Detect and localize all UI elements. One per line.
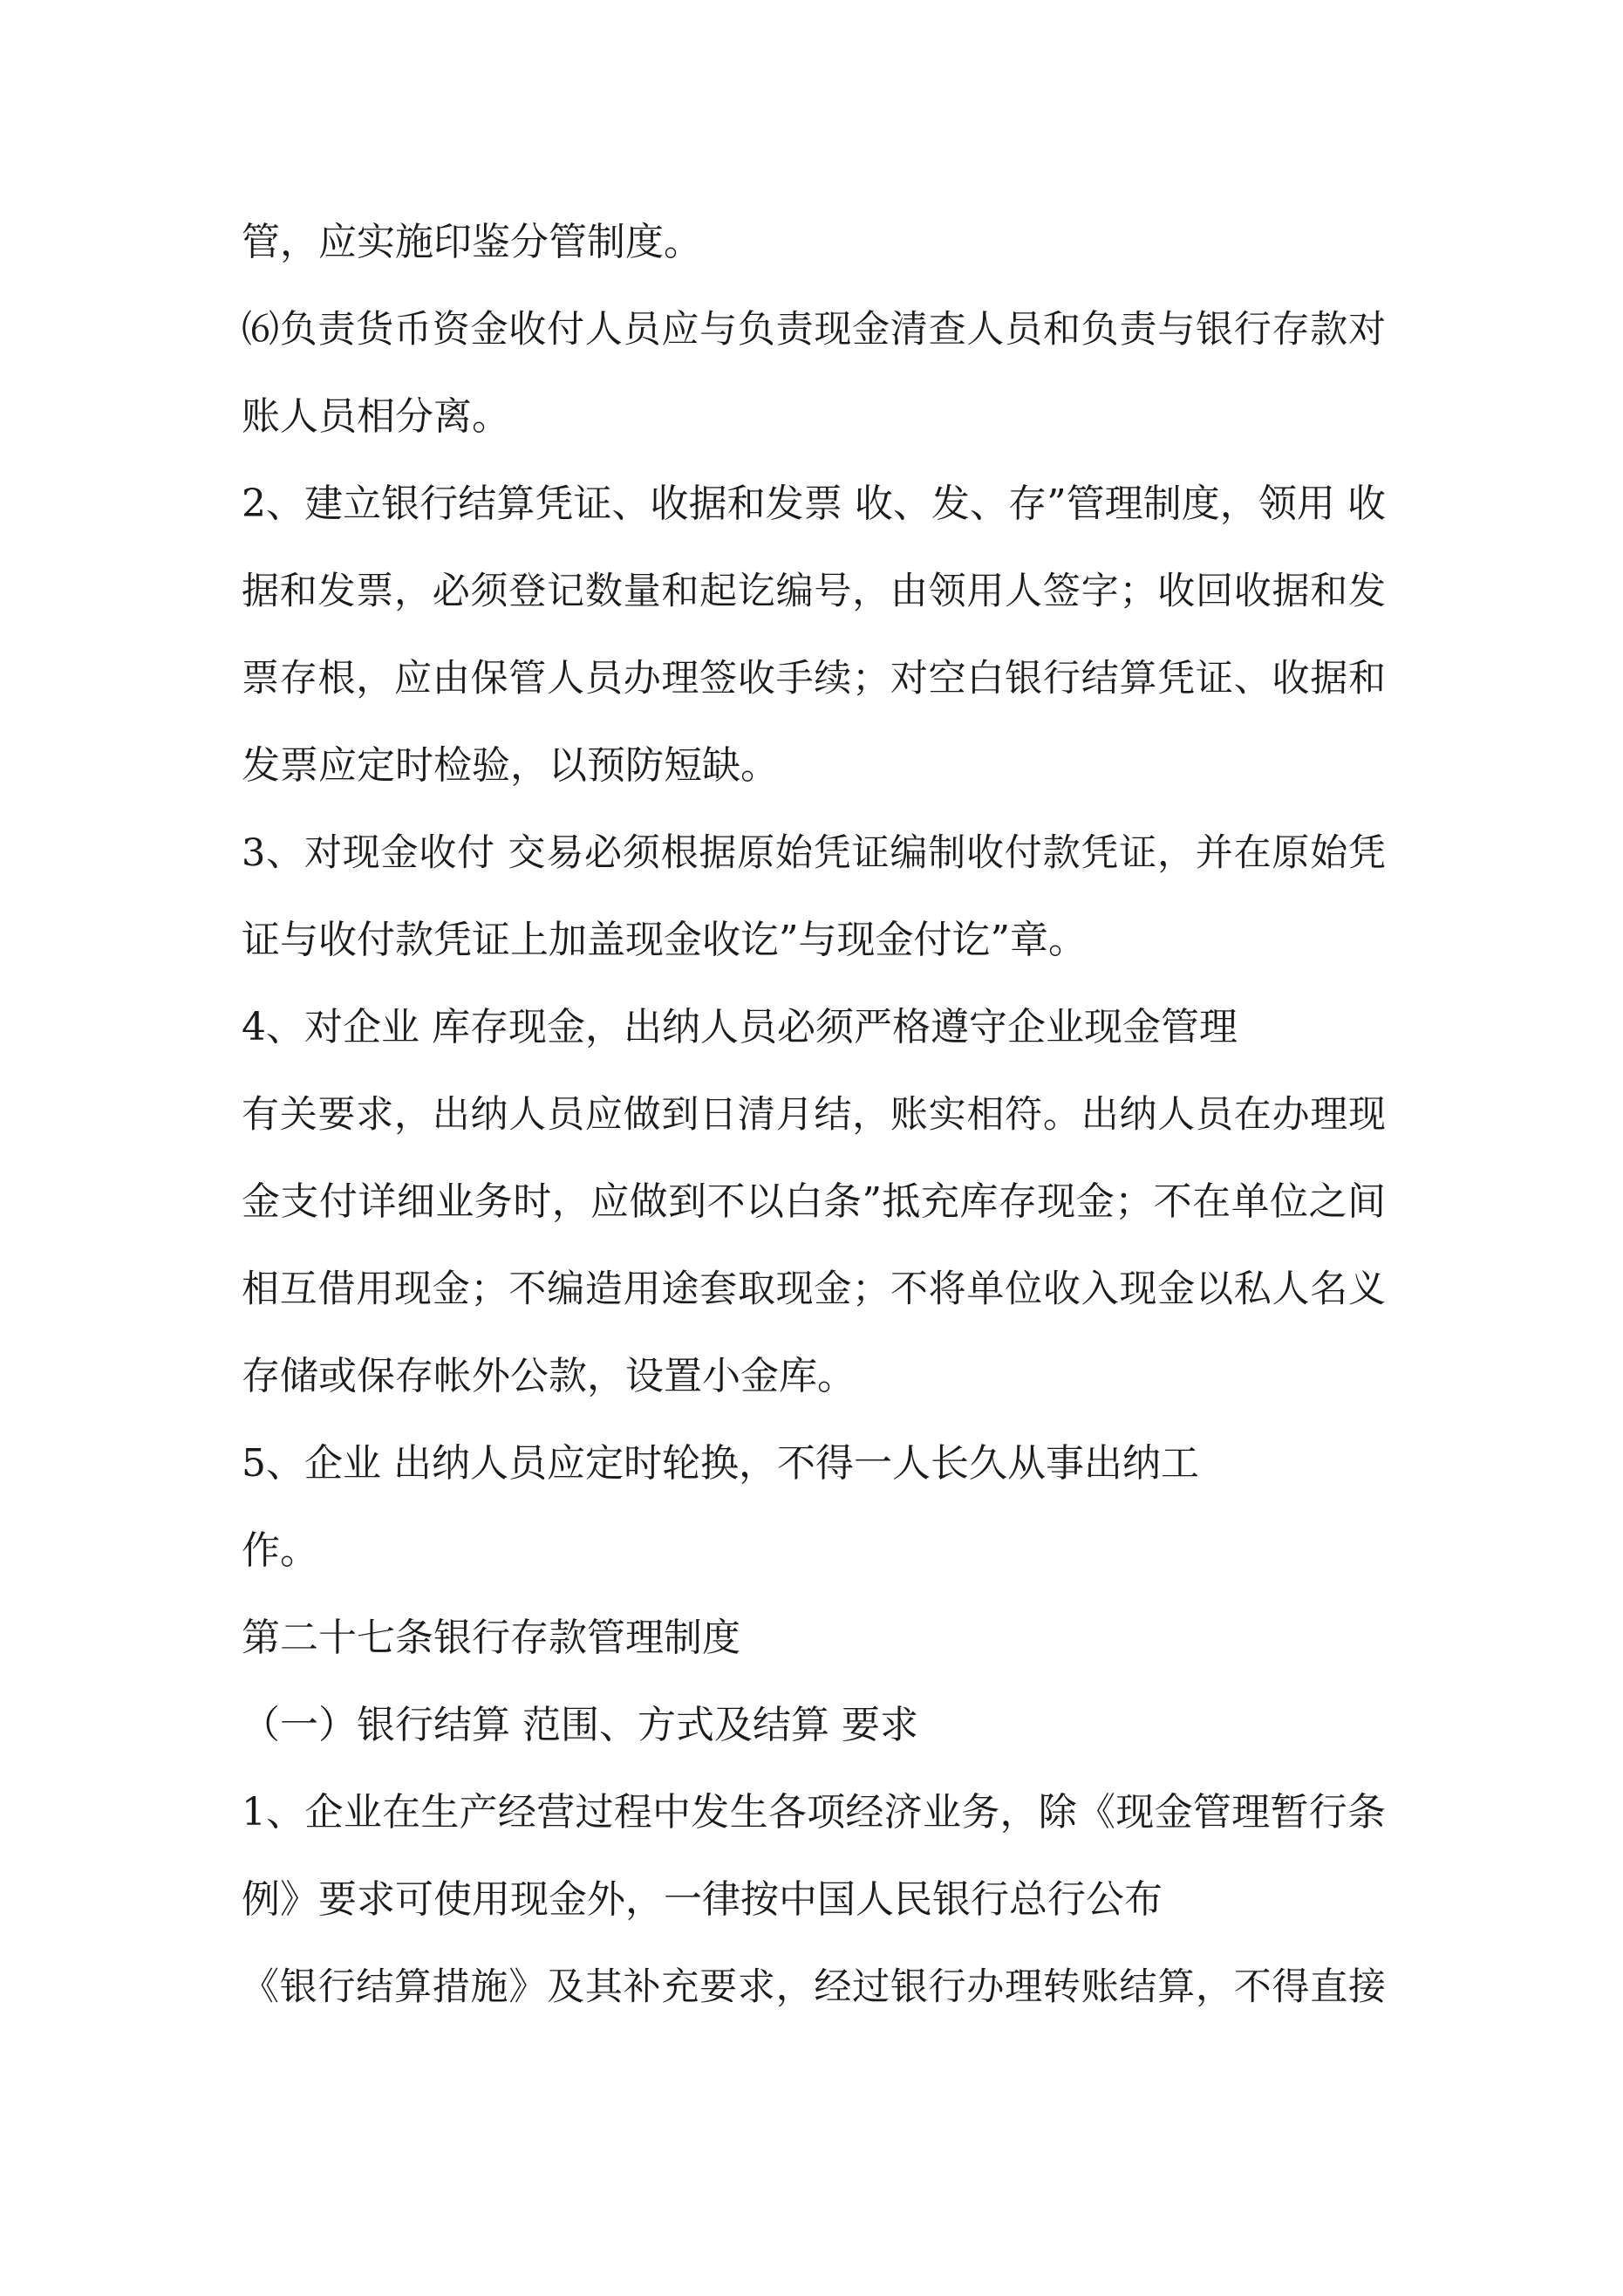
text-line-2: ⑹负责货币资金收付人员应与负责现金清查人员和负责与银行存款对: [242, 308, 1386, 352]
text-line-7: 发票应定时检验，以预防短缺。: [242, 743, 779, 788]
text-line-8: 3、对现金收付 交易必须根据原始凭证编制收付款凭证，并在原始凭: [242, 831, 1386, 875]
text-line-11: 有关要求，出纳人员应做到日清月结，账实相符。出纳人员在办理现: [242, 1093, 1386, 1137]
text-line-21: 《银行结算措施》及其补充要求，经过银行办理转账结算，不得直接: [242, 1965, 1386, 2009]
text-line-14: 存储或保存帐外公款，设置小金库。: [242, 1354, 856, 1398]
text-line-15: 5、企业 出纳人员应定时轮换，不得一人长久从事出纳工: [242, 1441, 1199, 1486]
subsection-heading: （一）银行结算 范围、方式及结算 要求: [242, 1703, 918, 1747]
section-heading: 第二十七条银行存款管理制度: [242, 1616, 740, 1660]
text-line-5: 据和发票，必须登记数量和起讫编号，由领用人签字；收回收据和发: [242, 570, 1386, 613]
text-line-1: 管，应实施印鉴分管制度。: [242, 220, 702, 264]
text-line-10: 4、对企业 库存现金，出纳人员必须严格遵守企业现金管理: [242, 1005, 1238, 1049]
text-line-4: 2、建立银行结算凭证、收据和发票 收、发、存”管理制度，领用 收: [242, 482, 1386, 526]
text-line-16: 作。: [242, 1528, 318, 1573]
text-line-19: 1、企业在生产经营过程中发生各项经济业务，除《现金管理暂行条: [242, 1790, 1386, 1835]
text-line-9: 证与收付款凭证上加盖现金收讫”与现金付讫”章。: [242, 918, 1087, 962]
text-line-3: 账人员相分离。: [242, 394, 510, 439]
text-line-13: 相互借用现金；不编造用途套取现金；不将单位收入现金以私人名义: [242, 1268, 1386, 1311]
text-line-12: 金支付详细业务时，应做到不以白条”抵充库存现金；不在单位之间: [242, 1179, 1386, 1224]
text-line-6: 票存根，应由保管人员办理签收手续；对空白银行结算凭证、收据和: [242, 657, 1386, 700]
text-line-20: 例》要求可使用现金外，一律按中国人民银行总行公布: [242, 1877, 1163, 1922]
